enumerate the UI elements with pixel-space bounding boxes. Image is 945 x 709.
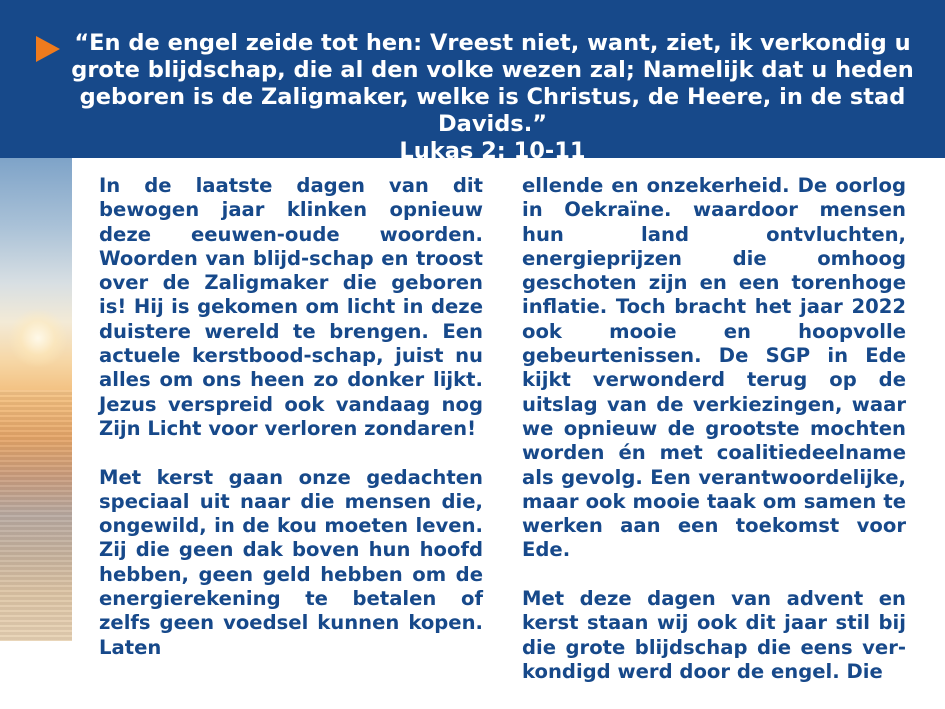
text-column-right <box>522 174 906 709</box>
sunset-sea-image <box>0 158 72 641</box>
paragraph: In de laatste dagen van dit bewogen jaar klinken opnieuw deze eeuwen-oude woorden. Woorden van blijd-schap en troost over de Zaligmaker die geboren is! Hij is gekomen om licht in deze duistere wereld te brengen. Een actuele kerstbood-schap, juist nu alles om ons heen zo donker lijkt. Jezus verspreid ook vandaag nog Zijn Licht voor verloren zondaren! <box>99 174 483 440</box>
paragraph: ellende en onzekerheid. De oorlog in Oekraïne. waardoor mensen hun land ontvluchten, energieprijzen die omhoog geschoten zijn en een torenhoge inflatie. Toch bracht het jaar 2022 ook mooie en hoopvolle gebeurtenissen. De SGP in Ede kijkt verwonderd terug op de uitslag van de verkiezingen, waar we opnieuw de grootste mochten worden én met coalitiedeelname als gevolg. Een verantwoordelijke, maar ook mooie taak om samen te werken aan een toekomst voor Ede. <box>522 174 906 562</box>
quote-text: “En de engel zeide tot hen: Vreest niet, want, ziet, ik verkondig u grote blijdschap, die al den volke wezen zal; Namelijk dat u heden geboren is de Zaligmaker, welke is Christus, de Heere, in de stad Davids.” <box>71 30 914 137</box>
paragraph: Met deze dagen van advent en kerst staan wij ook dit jaar stil bij die grote blijdschap die eens ver-kondigd werd door de engel. Die <box>522 587 906 683</box>
header-banner <box>0 0 945 164</box>
paragraph: Met kerst gaan onze gedachten speciaal uit naar die mensen die, ongewild, in de kou moeten leven. Zij die geen dak boven hun hoofd hebben, geen geld hebben om de energierekening te betalen of zelfs geen voedsel kunnen kopen. Laten <box>99 465 483 659</box>
bible-quote <box>60 30 925 165</box>
text-column-left <box>99 174 483 684</box>
quote-reference: Lukas 2: 10-11 <box>399 138 586 164</box>
play-icon <box>36 36 60 62</box>
